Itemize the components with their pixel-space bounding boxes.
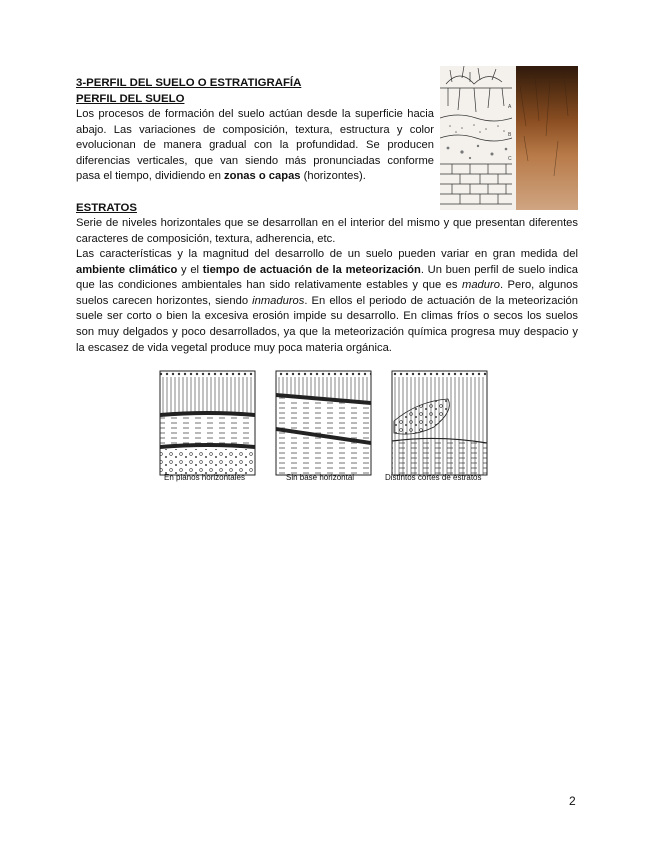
estratos-paragraph-1: Serie de niveles horizontales que se desarrollan en el interior del mismo y que presentan diferentes caracteres de composición, textura, adherencia, etc. [76,217,578,245]
horizon-label-a: A [508,104,512,110]
caption-strata-cuts: Distintos cortes de estratos [385,473,482,482]
estratos-heading: ESTRATOS [76,202,137,214]
strata-diagrams [158,364,498,486]
page-number: 2 [569,794,576,808]
diagram-horizontal-planes [160,371,255,475]
subsection-heading: PERFIL DEL SUELO [76,93,185,105]
caption-horizontal-planes: En planos horizontales [164,473,245,482]
caption-no-horizontal-base: Sin base horizontal [286,473,355,482]
soil-profile-photo [440,66,578,210]
horizon-label-c: C [508,156,512,162]
horizon-label-b: B [508,132,512,138]
estratos-paragraph-2: Las características y la magnitud del desarrollo de un suelo pueden variar en gran medida del ambiente climático y el tiempo de actuación de la meteorización. Un buen perfil de suelo indica que las condiciones ambientales han sido relativamente estables y que es maduro. Pero, algunos suelos carecen horizontes, siendo inmaduros. En ellos el periodo de actuación de la meteorización suele ser corto o bien la excesiva erosión impide su desarrollo. En climas fríos o secos los suelos son muy delgados y poco desarrollados, ya que la meteorización química progresa muy despacio y la escasez de vida vegetal produce muy poca materia orgánica. [76,248,579,354]
diagram-no-horizontal-base [276,371,371,475]
profile-paragraph: Los procesos de formación del suelo actúan desde la superficie hacia abajo. Las variaciones de composición, textura, estructura y color evolucionan de manera gradual con la profundidad. Se producen diferencias verticales, que van siendo más pronunciadas conforme pasa el tiempo, dividiendo en zonas o capas (horizontes). [76,108,434,183]
diagram-different-strata-cuts [392,371,487,475]
section-heading: 3-PERFIL DEL SUELO O ESTRATIGRAFÍA [76,77,302,89]
